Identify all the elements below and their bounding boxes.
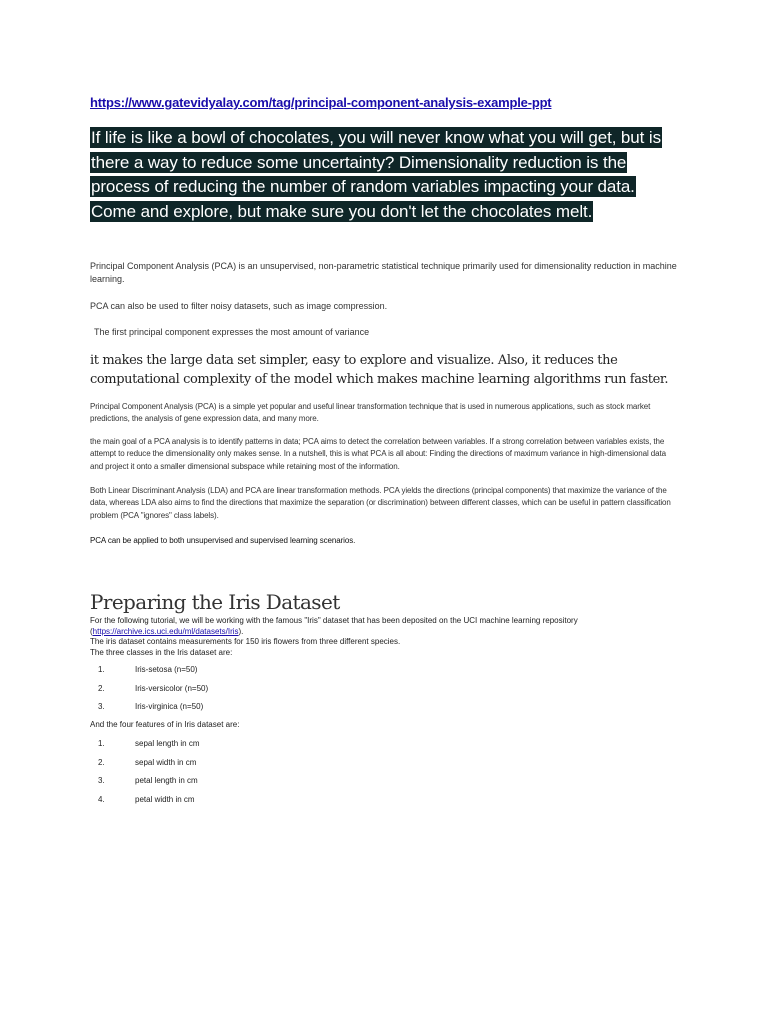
list-text: petal length in cm — [135, 776, 198, 785]
intro-line2: The iris dataset contains measurements for 150 iris flowers from three different species. — [90, 637, 401, 646]
list-text: Iris-setosa (n=50) — [135, 665, 198, 674]
list-number: 4. — [98, 794, 105, 804]
source-link[interactable]: https://www.gatevidyalay.com/tag/principal-component-analysis-example-ppt — [90, 95, 552, 110]
list-item — [90, 702, 490, 721]
list-text: Iris-virginica (n=50) — [135, 702, 204, 711]
list-number: 3. — [98, 776, 105, 785]
paragraph-learning-scenarios: PCA can be applied to both unsupervised and supervised learning scenarios. — [90, 536, 356, 545]
classes-list — [90, 665, 490, 721]
intro-line3: The three classes in the Iris dataset are: — [90, 647, 233, 657]
paragraph-pca-applications: Principal Component Analysis (PCA) is a simple yet popular and useful linear transformation technique that is used in numerous applications, such as stock market predictions, the analysis of gene expression data, and many more. — [90, 402, 651, 424]
list-item — [90, 776, 490, 795]
list-number: 2. — [98, 683, 105, 693]
paragraph-first-component: The first principal component expresses the most amount of variance — [94, 327, 370, 337]
uci-dataset-link[interactable]: https://archive.ics.uci.edu/ml/datasets/Iris — [92, 626, 239, 636]
quote-text: If life is like a bowl of chocolates, you will never know what you will get, but is there a way to reduce some uncertainty? Dimensionality reduction is the process of reducing the number of random variables impacting your data. Come and explore, but make sure you don't let the chocolates melt. — [91, 128, 661, 221]
list-number: 1. — [98, 739, 105, 748]
list-number: 3. — [98, 702, 105, 711]
list-item — [90, 795, 490, 814]
list-text: sepal length in cm — [135, 739, 200, 748]
list-text: Iris-versicolor (n=50) — [135, 683, 209, 693]
paragraph-pca-filter: PCA can also be used to filter noisy datasets, such as image compression. — [90, 301, 388, 311]
section-heading: Preparing the Iris Dataset — [90, 590, 340, 614]
paragraph-simplify: it makes the large data set simpler, easy to explore and visualize. Also, it reduces the computational complexity of the model which makes machine learning algorithms run faster. — [90, 353, 669, 387]
paragraph-lda-vs-pca: Both Linear Discriminant Analysis (LDA) and PCA are linear transformation methods. PCA yields the directions (principal components) that maximize the variance of the data, whereas LDA also aims to find the directions that maximize the separation (or discrimination) between different classes, which can be useful in pattern classification problem (PCA "ignores" class labels). — [90, 486, 671, 520]
features-label: And the four features of in Iris dataset are: — [90, 720, 240, 729]
intro-link-suffix: ). — [238, 626, 244, 636]
list-item — [90, 758, 490, 777]
intro-line1: For the following tutorial, we will be working with the famous "Iris" dataset that has been deposited on the UCI machine learning repository — [90, 616, 578, 625]
list-item — [90, 739, 490, 758]
list-number: 1. — [98, 665, 105, 674]
paragraph-pca-definition: Principal Component Analysis (PCA) is an unsupervised, non-parametric statistical technique primarily used for dimensionality reduction in machine learning. — [90, 261, 677, 284]
list-text: sepal width in cm — [135, 757, 197, 767]
list-item — [90, 684, 490, 703]
list-item — [90, 665, 490, 684]
highlighted-quote — [90, 126, 680, 224]
iris-intro: For the following tutorial, we will be working with the famous "Iris" dataset that has been deposited on the UCI machine learning repository (https://archive.ics.uci.edu/ml/datasets/Iris). The iris dataset contains measurements for 150 iris flowers from three different species. The three classes in the Iris dataset are: — [90, 616, 680, 658]
list-text: petal width in cm — [135, 794, 195, 804]
features-list — [90, 739, 490, 813]
paragraph-pca-goal: the main goal of a PCA analysis is to identify patterns in data; PCA aims to detect the correlation between variables. If a strong correlation between variables exists, the attempt to reduce the dimensionality only makes sense. In a nutshell, this is what PCA is all about: Finding the directions of maximum variance in high-dimensional data and project it onto a smaller dimensional subspace while retaining most of the information. — [90, 437, 666, 471]
list-number: 2. — [98, 757, 105, 767]
